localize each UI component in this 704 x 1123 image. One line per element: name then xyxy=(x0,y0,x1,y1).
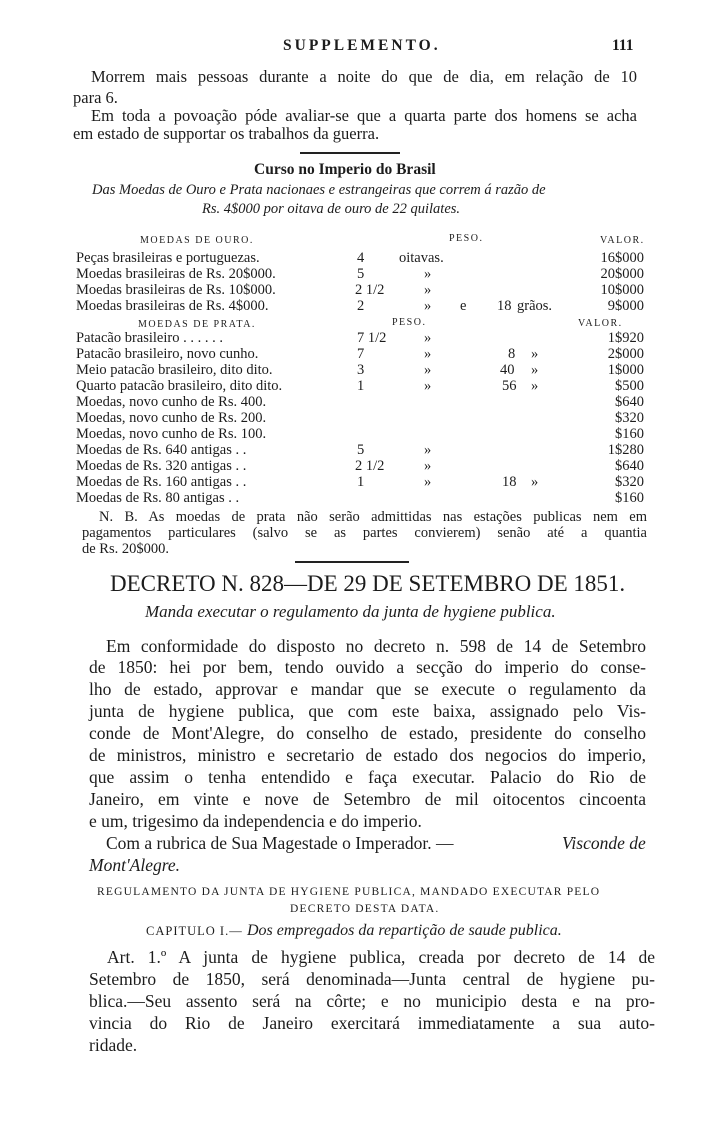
coin-value: 9$000 xyxy=(607,298,644,314)
coin-extra-amount: 56 xyxy=(502,378,517,394)
coin-weight: 5 xyxy=(357,442,365,458)
gold-header-valor: VALOR. xyxy=(600,235,645,246)
coin-unit: » xyxy=(424,442,432,458)
silver-header-valor: VALOR. xyxy=(578,318,623,329)
coin-value: $160 xyxy=(615,426,644,442)
decree-body-line: junta de hygiene publica, que com este baixa, assignado pelo Vis- xyxy=(89,701,646,721)
article-line: Art. 1.º A junta de hygiene publica, creada por decreto de 14 de xyxy=(107,947,655,967)
coin-unit: » xyxy=(424,378,432,394)
coin-name: Moedas brasileiras de Rs. 20$000. xyxy=(76,266,276,282)
chapter-title: Dos empregados da repartição de saude publica. xyxy=(247,922,562,939)
chapter-label: CAPITULO I.— xyxy=(146,924,243,938)
coin-extra-unit: grãos. xyxy=(517,298,553,314)
article-line: vincia do Rio de Janeiro exercitará immediatamente a sua auto- xyxy=(89,1013,655,1033)
coin-extra-amount: 18 xyxy=(502,474,517,490)
coin-name: Moedas de Rs. 160 antigas . . xyxy=(76,474,247,490)
coin-weight: 5 xyxy=(357,266,365,282)
intro-line-2: para 6. xyxy=(73,88,118,107)
coin-extra-unit: » xyxy=(531,378,539,394)
page-number: 111 xyxy=(612,37,634,54)
decree-body-line: Janeiro, em vinte e nove de Setembro de mil oitocentos cincoenta xyxy=(89,789,646,809)
intro-line-4: em estado de supportar os trabalhos da guerra. xyxy=(73,124,380,143)
decree-body-line: lho de estado, approvar e mandar que se execute o regulamento da xyxy=(89,679,646,699)
coin-value: $160 xyxy=(615,490,644,506)
coin-unit: » xyxy=(424,266,432,282)
decree-body-line: e um, trigesimo da independencia e do imperio. xyxy=(89,811,422,831)
coin-weight: 7 1/2 xyxy=(357,330,387,346)
coin-value: $640 xyxy=(615,394,644,410)
coin-extra-unit: » xyxy=(531,346,539,362)
coin-name: Patacão brasileiro . . . . . . xyxy=(76,330,223,346)
note-line-3: de Rs. 20$000. xyxy=(82,541,169,557)
coin-name: Patacão brasileiro, novo cunho. xyxy=(76,346,259,362)
coin-value: 16$000 xyxy=(600,250,644,266)
coin-extra-unit: » xyxy=(531,362,539,378)
regulamento-heading-1: REGULAMENTO DA JUNTA DE HYGIENE PUBLICA, MANDADO EXECUTAR PELO xyxy=(97,886,601,898)
coin-value: $500 xyxy=(615,378,644,394)
regulamento-heading-2: DECRETO DESTA DATA. xyxy=(290,903,440,915)
coin-weight: 1 xyxy=(357,474,365,490)
coin-name: Moedas brasileiras de Rs. 4$000. xyxy=(76,298,269,314)
decree-subtitle: Manda executar o regulamento da junta de hygiene publica. xyxy=(145,602,556,621)
curso-title: Curso no Imperio do Brasil xyxy=(254,161,436,178)
coin-value: 1$280 xyxy=(607,442,644,458)
coin-weight: 2 xyxy=(357,298,365,314)
coin-weight: 2 1/2 xyxy=(355,282,385,298)
coin-unit: » xyxy=(424,346,432,362)
coin-name: Moedas brasileiras de Rs. 10$000. xyxy=(76,282,276,298)
decree-title: DECRETO N. 828—DE 29 DE SETEMBRO DE 1851. xyxy=(110,571,626,596)
article-line: blica.—Seu assento será na côrte; e no municipio desta e na pro- xyxy=(89,991,655,1011)
coin-unit: » xyxy=(424,298,432,314)
coin-value: 20$000 xyxy=(600,266,644,282)
running-head-title: SUPPLEMENTO. xyxy=(283,37,441,54)
decree-divider xyxy=(295,561,409,563)
coin-unit: » xyxy=(424,282,432,298)
coin-unit: » xyxy=(424,330,432,346)
coin-value: $320 xyxy=(615,474,644,490)
gold-header-peso: PESO. xyxy=(449,233,484,244)
coin-unit: » xyxy=(424,458,432,474)
intro-line-3: Em toda a povoação póde avaliar-se que a quarta parte dos homens se acha xyxy=(91,106,637,125)
gold-header-label: MOEDAS DE OURO. xyxy=(140,235,254,246)
coin-extra-amount: 18 xyxy=(497,298,512,314)
coin-extra-unit: » xyxy=(531,474,539,490)
coin-value: 1$000 xyxy=(607,362,644,378)
coin-name: Moedas de Rs. 640 antigas . . xyxy=(76,442,247,458)
intro-line-1: Morrem mais pessoas durante a noite do que de dia, em relação de 10 xyxy=(91,67,637,86)
decree-body-line: que assim o tenha entendido e faça executar. Palacio do Rio de xyxy=(89,767,646,787)
coin-value: 2$000 xyxy=(607,346,644,362)
coin-name: Quarto patacão brasileiro, dito dito. xyxy=(76,378,283,394)
coin-unit: » xyxy=(424,362,432,378)
decree-signature-name-1: Visconde de xyxy=(562,833,646,853)
coin-value: $640 xyxy=(615,458,644,474)
coin-value: 1$920 xyxy=(607,330,644,346)
decree-body-line: conde de Mont'Alegre, do conselho de estado, presidente do conselho xyxy=(89,723,646,743)
decree-signature-text: Com a rubrica de Sua Magestade o Imperador. — xyxy=(106,833,454,853)
coin-value: 10$000 xyxy=(600,282,644,298)
silver-header-peso: PESO. xyxy=(392,317,427,328)
coin-name: Moedas, novo cunho de Rs. 200. xyxy=(76,410,267,426)
coin-weight: 1 xyxy=(357,378,365,394)
coin-value: $320 xyxy=(615,410,644,426)
coin-unit: oitavas. xyxy=(399,250,444,266)
article-line: ridade. xyxy=(89,1035,138,1055)
note-line-1: N. B. As moedas de prata não serão admittidas nas estações publicas nem em xyxy=(99,509,647,525)
decree-signature-name-2: Mont'Alegre. xyxy=(89,855,181,875)
coin-conj: e xyxy=(460,298,467,314)
coin-name: Meio patacão brasileiro, dito dito. xyxy=(76,362,273,378)
coin-name: Moedas de Rs. 80 antigas . . xyxy=(76,490,240,506)
silver-header-label: MOEDAS DE PRATA. xyxy=(138,319,256,330)
coin-extra-amount: 40 xyxy=(500,362,515,378)
coin-extra-amount: 8 xyxy=(508,346,516,362)
decree-body-line: Em conformidade do disposto no decreto n. 598 de 14 de Setembro xyxy=(106,636,646,656)
coin-weight: 7 xyxy=(357,346,365,362)
coin-weight: 2 1/2 xyxy=(355,458,385,474)
coin-unit: » xyxy=(424,474,432,490)
coin-name: Moedas, novo cunho de Rs. 100. xyxy=(76,426,267,442)
curso-subtitle-1: Das Moedas de Ouro e Prata nacionaes e estrangeiras que correm á razão de xyxy=(92,182,546,198)
article-line: Setembro de 1850, será denominada—Junta central de hygiene pu- xyxy=(89,969,655,989)
coin-weight: 3 xyxy=(357,362,365,378)
coin-name: Moedas de Rs. 320 antigas . . xyxy=(76,458,247,474)
coin-name: Moedas, novo cunho de Rs. 400. xyxy=(76,394,267,410)
section-divider xyxy=(300,152,400,154)
coin-weight: 4 xyxy=(357,250,365,266)
decree-body-line: de ministros, ministro e secretario de estado dos negocios do imperio, xyxy=(89,745,646,765)
decree-body-line: de 1850: hei por bem, tendo ouvido a secção do imperio do conse- xyxy=(89,657,646,677)
curso-subtitle-2: Rs. 4$000 por oitava de ouro de 22 quilates. xyxy=(202,201,461,217)
coin-name: Peças brasileiras e portuguezas. xyxy=(76,250,260,266)
note-line-2: pagamentos particulares (salvo se as partes convierem) senão até a quantia xyxy=(82,525,647,541)
